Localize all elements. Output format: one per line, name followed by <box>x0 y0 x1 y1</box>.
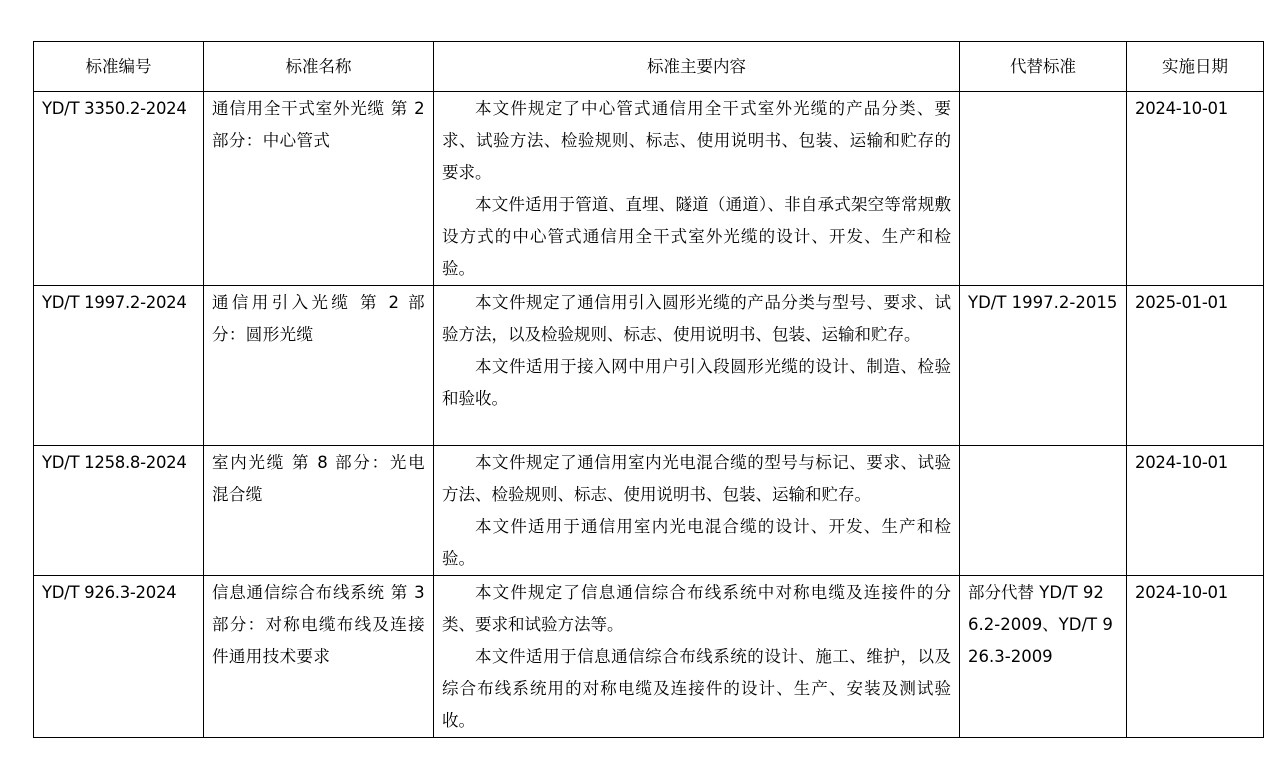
standard-name-cell: 室内光缆 第 8 部分：光电混合缆 <box>204 446 434 576</box>
replaces-cell <box>960 92 1127 286</box>
content-paragraph: 本文件规定了信息通信综合布线系统中对称电缆及连接件的分类、要求和试验方法等。 <box>442 583 951 634</box>
standard-name-cell: 通信用引入光缆 第 2 部分：圆形光缆 <box>204 286 434 446</box>
effective-date-cell: 2024-10-01 <box>1127 92 1264 286</box>
main-content-cell <box>434 576 960 738</box>
table-row <box>34 576 1264 738</box>
standard-code-cell: YD/T 1997.2-2024 <box>34 286 204 446</box>
table-row <box>34 286 1264 446</box>
effective-date-cell: 2024-10-01 <box>1127 576 1264 738</box>
header-standard-code: 标准编号 <box>34 42 204 92</box>
table-row <box>34 446 1264 576</box>
table-row <box>34 92 1264 286</box>
effective-date-cell: 2024-10-01 <box>1127 446 1264 576</box>
header-effective-date: 实施日期 <box>1127 42 1264 92</box>
content-paragraph: 本文件规定了通信用室内光电混合缆的型号与标记、要求、试验方法、检验规则、标志、使用说明书、包装、运输和贮存。 <box>442 453 951 504</box>
header-standard-name: 标准名称 <box>204 42 434 92</box>
content-paragraph: 本文件适用于接入网中用户引入段圆形光缆的设计、制造、检验和验收。 <box>442 357 951 408</box>
main-content-cell <box>434 446 960 576</box>
main-content-cell <box>434 92 960 286</box>
standard-code-cell: YD/T 3350.2-2024 <box>34 92 204 286</box>
content-paragraph: 本文件适用于管道、直埋、隧道（通道）、非自承式架空等常规敷设方式的中心管式通信用全干式室外光缆的设计、开发、生产和检验。 <box>442 195 951 278</box>
content-paragraph: 本文件规定了中心管式通信用全干式室外光缆的产品分类、要求、试验方法、检验规则、标志、使用说明书、包装、运输和贮存的要求。 <box>442 99 951 182</box>
replaces-cell: 部分代替 YD/T 926.2-2009、YD/T 926.3-2009 <box>960 576 1127 738</box>
content-paragraph: 本文件规定了通信用引入圆形光缆的产品分类与型号、要求、试验方法，以及检验规则、标志、使用说明书、包装、运输和贮存。 <box>442 293 951 344</box>
standards-table <box>33 41 1264 738</box>
content-paragraph: 本文件适用于信息通信综合布线系统的设计、施工、维护，以及综合布线系统用的对称电缆及连接件的设计、生产、安装及测试验收。 <box>442 647 951 730</box>
standard-name-cell: 通信用全干式室外光缆 第 2 部分：中心管式 <box>204 92 434 286</box>
main-content-cell <box>434 286 960 446</box>
table-header-row <box>34 42 1264 92</box>
header-main-content: 标准主要内容 <box>434 42 960 92</box>
header-replaces: 代替标准 <box>960 42 1127 92</box>
standard-code-cell: YD/T 926.3-2024 <box>34 576 204 738</box>
effective-date-cell: 2025-01-01 <box>1127 286 1264 446</box>
content-paragraph: 本文件适用于通信用室内光电混合缆的设计、开发、生产和检验。 <box>442 517 951 568</box>
standard-code-cell: YD/T 1258.8-2024 <box>34 446 204 576</box>
standard-name-cell: 信息通信综合布线系统 第 3 部分：对称电缆布线及连接件通用技术要求 <box>204 576 434 738</box>
replaces-cell: YD/T 1997.2-2015 <box>960 286 1127 446</box>
replaces-cell <box>960 446 1127 576</box>
